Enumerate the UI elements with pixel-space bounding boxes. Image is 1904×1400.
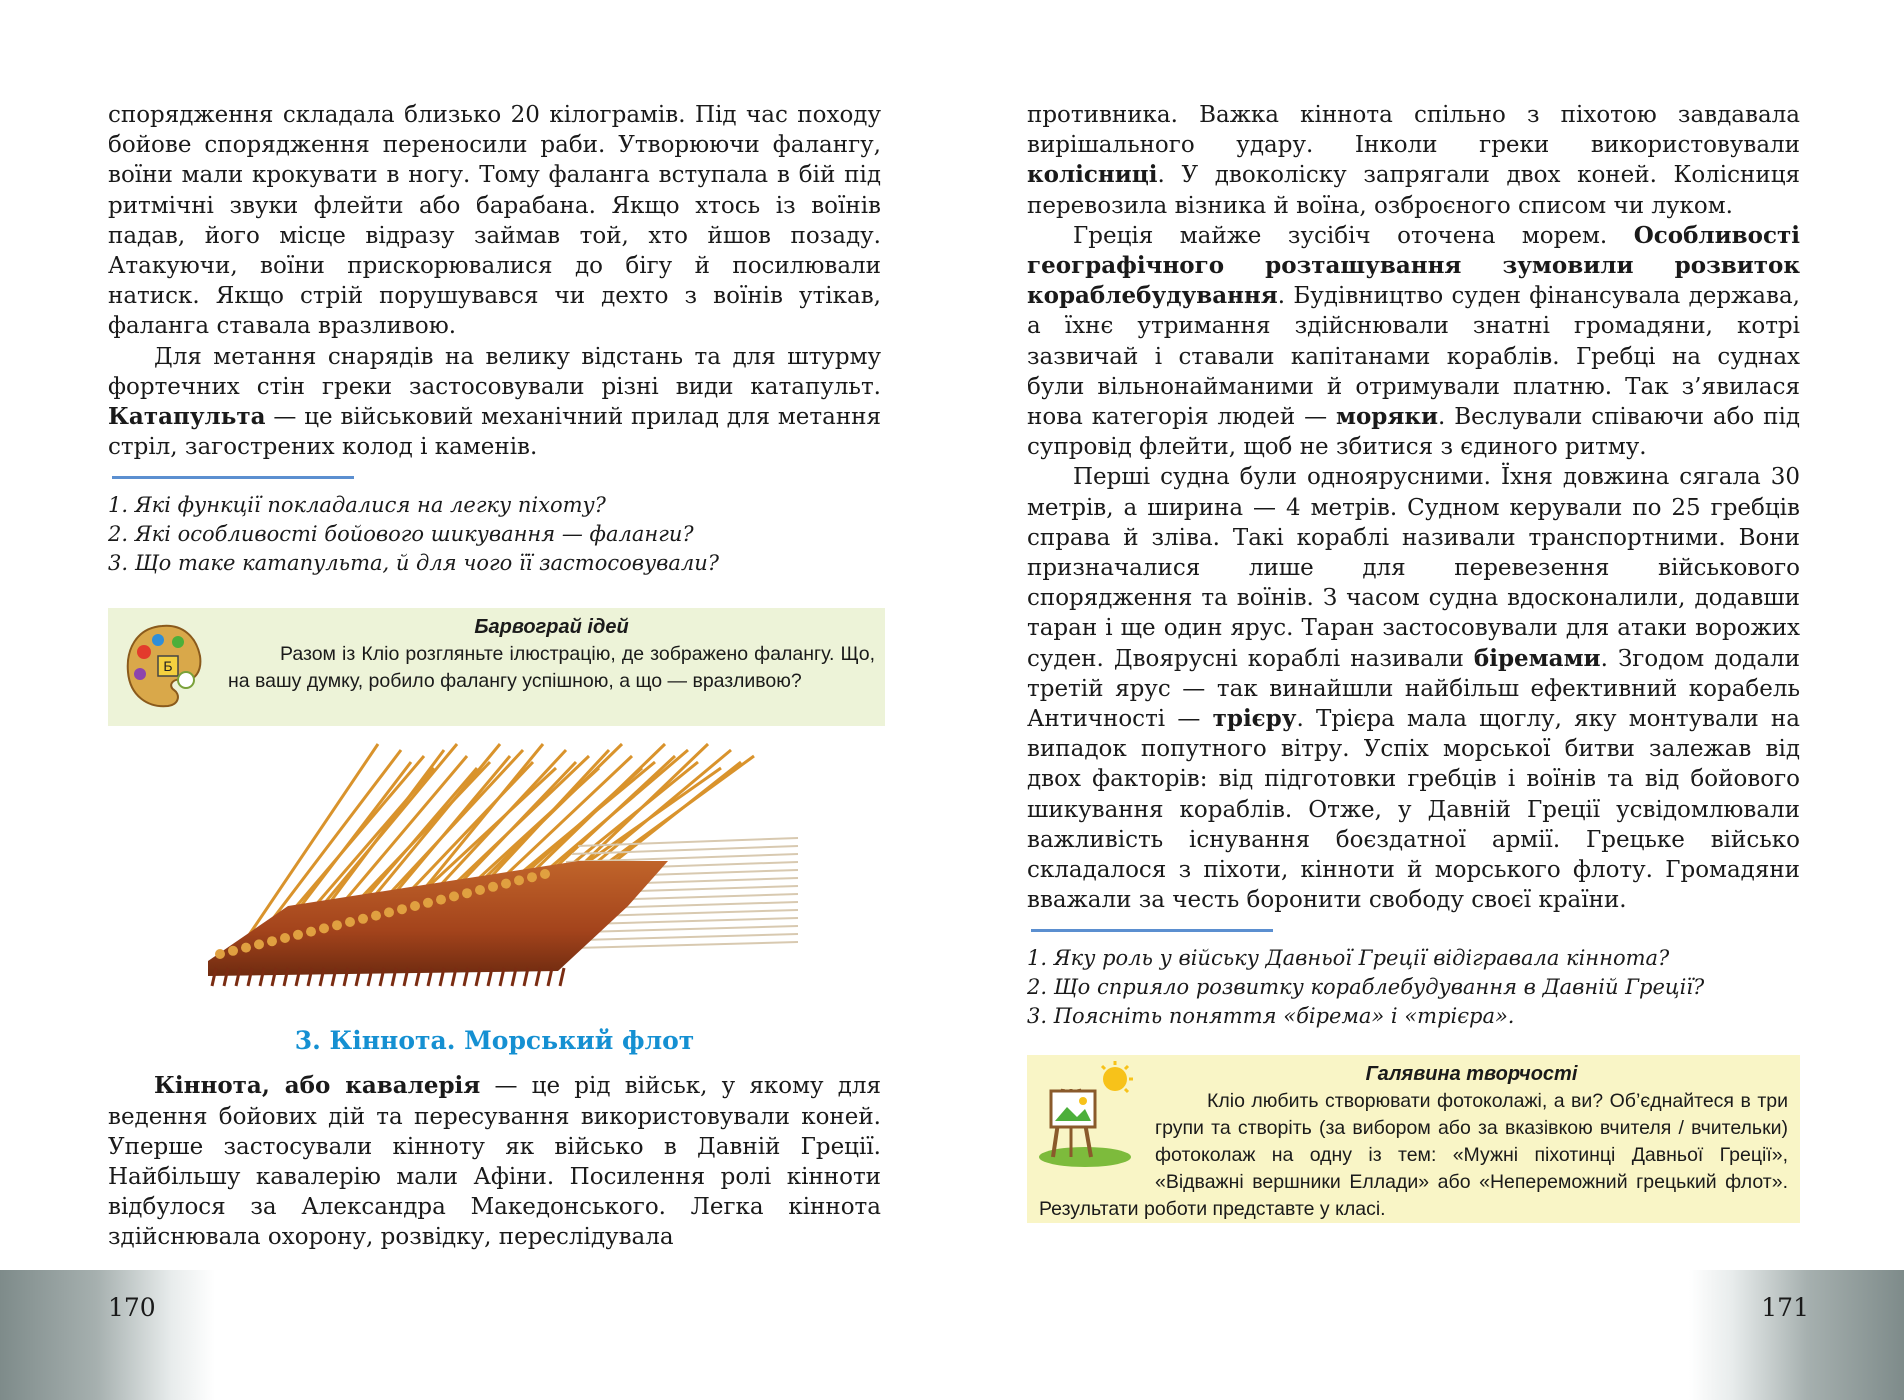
paragraph	[1027, 100, 1800, 221]
paragraph	[108, 1071, 881, 1252]
text-span: . Трієра мала щоглу, яку монтували на випадок попутного вітру. Успіх морської битви залежав від двох факторів: від підготовки гребців і воїнів та від бойового шикування кораблів. Отже, у Давній Греції усвідомлювали важливість існування боєздатної армії. Грецьке військо складалося з піхоти, кінноти й морського флоту. Громадяни вважали за честь боронити свободу своєї країни.	[1027, 706, 1800, 914]
helmet	[215, 949, 225, 959]
helmet	[462, 889, 472, 899]
box-text	[228, 641, 875, 695]
page-number: 171	[1761, 1293, 1809, 1322]
helmet	[267, 937, 277, 947]
question-list	[108, 491, 881, 578]
text-span: Для метання снарядів на велику відстань та для штурму фортечних стін греки застосовували різні види катапульт.	[108, 343, 881, 400]
bold-phrase: Особливості географічного розташування зумовили розвиток кораблебудування	[1027, 221, 1800, 310]
helmet	[436, 895, 446, 905]
left-column	[108, 100, 881, 1253]
term: біремами	[1473, 644, 1601, 672]
term: колісниці	[1027, 161, 1158, 189]
term: Кіннота, або кавалерія	[154, 1072, 481, 1100]
helmet	[228, 946, 238, 956]
text-span: Перші судна були одноярусними. Їхня довжина сягала 30 метрів, а ширина — 4 метрів. Судном керували по 25 гребців справа й зліва. Такі кораблі називали транспортними. Вони призначалися лише для перевезення військового спорядження та воїнів. З часом судна вдосконалили, додавши таран і ще один ярус. Таран застосовували для атаки ворожих суден. Двоярусні кораблі називали	[1027, 464, 1800, 672]
helmet	[384, 908, 394, 918]
helmet	[397, 905, 407, 915]
svg-text:Б: Б	[163, 658, 173, 675]
divider	[112, 476, 354, 479]
text-span: . Веслували співаючи або під супровід флейти, щоб не збитися з єдиного ритму.	[1027, 404, 1800, 461]
term: Катапульта	[108, 403, 266, 431]
text-span: — це військовий механічний прилад для метання стріл, загострених колод і каменів.	[108, 404, 881, 461]
text-span: . У двоколіску запрягали двох коней. Колісниця перевозила візника й воїна, озброєного списом чи луком.	[1027, 162, 1800, 219]
helmet	[371, 911, 381, 921]
question: 1. Яку роль у війську Давньої Греції відігравала кіннота?	[1027, 946, 1670, 971]
helmet	[501, 879, 511, 889]
question: 2. Які особливості бойового шикування — фаланги?	[108, 522, 694, 547]
creativity-box	[1027, 1055, 1800, 1223]
box-text-content: Разом із Кліо розгляньте ілюстрацію, де зображено фалангу. Що, на вашу думку, робило фалангу успішною, а що — вразливою?	[228, 643, 875, 693]
question-list	[1027, 944, 1800, 1031]
helmet	[345, 917, 355, 927]
box-title: Галявина творчості	[1365, 1063, 1578, 1086]
helmet	[280, 933, 290, 943]
spear	[578, 838, 798, 846]
helmet	[332, 921, 342, 931]
text-span: Греція майже зусібіч оточена морем.	[1073, 222, 1634, 249]
easel-sun-icon	[1033, 1059, 1143, 1169]
palette-puzzle-icon	[122, 620, 204, 712]
paragraph	[108, 342, 881, 463]
helmet	[475, 885, 485, 895]
helmet	[423, 898, 433, 908]
helmet	[514, 876, 524, 886]
helmet	[449, 892, 459, 902]
idea-box	[108, 608, 885, 726]
text-span: противника. Важка кіннота спільно з піхотою завдавала вирішального удару. Інколи греки використовували	[1027, 102, 1800, 159]
helmet	[306, 927, 316, 937]
helmet	[319, 924, 329, 934]
term: трієру	[1212, 705, 1297, 733]
text-span: — це рід військ, у якому для ведення бойових дій та пересування використовували коней. Уперше застосували кінноту як військо в Давній Греції. Найбільшу кавалерію мали Афіни. Посилення ролі кінноти відбулося за Александра Македонського. Легка кіннота здійснювала охорону, розвідку, переслідувала	[108, 1073, 881, 1251]
box-title: Барвограй ідей	[474, 616, 629, 639]
term: моряки	[1335, 403, 1439, 431]
helmet	[488, 882, 498, 892]
helmet	[540, 869, 550, 879]
paragraph: спорядження складала близько 20 кілограмів. Під час походу бойове спорядження переносили раби. Утворюючи фалангу, воїни мали крокувати в ногу. Тому фаланга вступала в бій під ритмічні звуки флейти або барабана. Якщо хтось із воїнів падав, його місце відразу займав той, хто йшов позаду. Атакуючи, воїни прискорювалися до бігу й посилювали натиск. Якщо стрій порушувався чи дехто з воїнів утікав, фаланга ставала вразливою.	[108, 102, 881, 340]
section-heading: 3. Кіннота. Морський флот	[294, 1026, 695, 1056]
box-text-content: Кліо любить створювати фотоколажі, а ви? Об’єднайтеся в три групи та створіть (за вибором або за вказівкою вчителя / вчительки) фотоколаж на одну із тем: «Мужні піхотинці Давньої Греції», «Відважні вершники Еллади» або «Непереможний грецький флот». Результати роботи представте у класі.	[1039, 1090, 1788, 1221]
question: 2. Що сприяло розвитку кораблебудування в Давній Греції?	[1027, 975, 1705, 1000]
right-column	[1027, 100, 1800, 1223]
question: 3. Поясніть поняття «бірема» і «трієра».	[1027, 1004, 1515, 1029]
phalanx-illustration	[108, 736, 881, 996]
box-text	[1039, 1088, 1788, 1223]
helmet	[254, 940, 264, 950]
helmet	[241, 943, 251, 953]
helmet	[410, 901, 420, 911]
page-number: 170	[108, 1293, 156, 1322]
paragraph	[1027, 462, 1800, 915]
text-span: . Будівництво суден фінансувала держава, а їхнє утримання здійснювали знатні громадяни, котрі зазвичай і ставали капітанами кораблів. Гребці на суднах були вільнонайманими й отримували платню. Так з’явилася нова категорія людей —	[1027, 283, 1800, 431]
leg	[560, 968, 564, 986]
text-span: . Згодом додали третій ярус — так винайшли найбільш ефективний корабель Античності —	[1027, 645, 1800, 733]
question: 1. Які функції покладалися на легку піхоту?	[108, 493, 606, 518]
phalanx-image	[108, 736, 881, 996]
question: 3. Що таке катапульта, й для чого її застосовували?	[108, 551, 720, 576]
helmet	[527, 873, 537, 883]
helmet	[358, 914, 368, 924]
divider	[1031, 929, 1273, 932]
helmet	[293, 930, 303, 940]
right-page	[952, 0, 1904, 1400]
paragraph	[1027, 221, 1800, 463]
